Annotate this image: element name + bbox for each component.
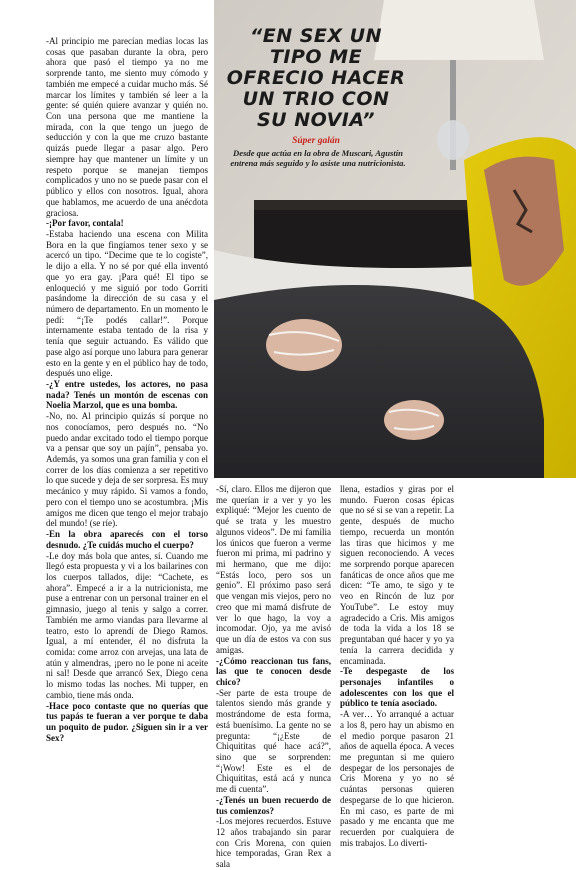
question-paragraph: -Hace poco contaste que no querías que tus papás te fueran a ver porque te daba un poquito de pudor. ¿Siguen sin ir a ver Sex? xyxy=(46,700,208,743)
question-paragraph: -¿Cómo reaccionan tus fans, las que te conocen desde chico? xyxy=(216,655,331,687)
answer-paragraph: -A ver… Yo arranqué a actuar a los 8, pero hay un abismo en el medio porque pasaron 21 años de aquella época. A veces me preguntan si me quiero despegar de los personajes de Cris Morena y yo no sé cuántas personas quieren despegarse de lo que hicieron. En mi caso, es parte de mi pasado y me encanta que me recuerden por cualquiera de mis trabajos. Lo diverti- xyxy=(340,709,454,848)
answer-paragraph: llena, estadios y giras por el mundo. Fueron cosas épicas que no sé si se van a repetir. La gente, después de mucho tiempo, recuerda un montón las tiras que hicimos y me siguen reconociendo. A veces me sorprendo porque aparecen fanáticas de once años que me dicen: “Te amo, te sigo y te veo en Rincón de luz por YouTube”. Le estoy muy agradecido a Cris. Mis amigos de toda la vida a los 18 se preguntaban qué hacer y yo ya tenía la carrera decidida y encaminada. xyxy=(340,484,454,666)
photo-caption: Desde que actúa en la obra de Muscari, Agustín entrena más seguido y lo asiste una nutricionista. xyxy=(230,148,406,168)
answer-paragraph: -Estaba haciendo una escena con Milita Bora en la que fingíamos tener sexo y se acercó un tipo. “Decime que te lo cogiste”, le dijo a ella. Y no sé por qué ella inventó que yo era gay. ¡Para qué! El tipo se enloqueció y me siguió por todo Gorriti pasándome la dirección de su casa y el número de departamento. En un momento le pedí: “¡Te podés callar!”. Porque internamente estaba tentado de la risa y tenía que seguir actuando. Es válido que pase algo así porque uno labura para generar esto en la gente y en el público hay de todo, después uno elige. xyxy=(46,228,208,379)
answer-paragraph: -No, no. Al principio quizás sí porque no nos conocíamos, pero después no. “No puedo andar excitado todo el tiempo porque va a pensar que soy un pajín”, pensaba yo. Además, ya somos una gran familia y con el correr de los días comienza a ser repetitivo lo que sucede y deja de ser sorpresa. Es muy mecánico y muy rápido. Si vamos a fondo, pero con el tiempo uno se acostumbra. ¡Mis amigos me dicen que tengo el mejor trabajo del mundo! (se ríe). xyxy=(46,411,208,529)
article-column-left xyxy=(46,36,208,743)
question-paragraph: -¡Por favor, contala! xyxy=(46,218,124,229)
answer-paragraph: -Al principio me parecían medias locas las cosas que pasaban durante la obra, pero ahora que pasó el tiempo ya no me sorprende tanto, me siento muy cómodo y también me empecé a cuidar mucho más. Sé marcar los límites y también sé leer a la gente: sé quién quiere avanzar y quién no. Con una persona que me mantiene la mirada, con la que tengo un juego de seducción y con la que me cruzo bastante quizás puede llegar a pasar algo. Pero siempre hay que mantener un límite y un respeto porque se manejan tiempos complicados y uno no se puede pasar con el público y ellos con nosotros. Igual, ahora que hablamos, me acuerdo de una anécdota graciosa. xyxy=(46,36,208,218)
answer-paragraph: -Le doy más bola que antes, sí. Cuando me llegó esta propuesta y vi a los bailarines con los cuerpos tallados, dije: “Cachete, es ahora”. Empecé a ir a la nutricionista, me puse a entrenar con un personal trainer en el gimnasio, juego al tenis y salgo a correr. También me armo viandas para llevarme al teatro, esto lo aprendí de Diego Ramos. Igual, a mí entender, él no disfruta la comida: come arroz con arvejas, una lata de atún y almendras, ¡pero no le pone ni aceite ni sal! Desde que arrancó Sex, Diego cena lo mismo todas las noches. Mi tupper, en cambio, tiene más onda. xyxy=(46,550,208,700)
article-headline: “EN SEX UN TIPO ME OFRECIO HACER UN TRIO CON SU NOVIA” xyxy=(226,25,406,131)
question-paragraph: -¿Tenés un buen recuerdo de tus comienzos? xyxy=(216,794,331,816)
answer-paragraph: -Sí, claro. Ellos me dijeron que me querían ir a ver y yo les expliqué: “Mejor les cuento de qué se trata y les muestro algunos videos”. De mi familia los únicos que fueron a verme fueron mi prima, mi padrino y mi hermano, que me dijo: “Estás loco, pero sos un genio”. El próximo paso será que vengan mis viejos, pero no creo que mi mamá disfrute de ver lo que hago, la voy a incomodar. Ojo, ya me avisó que un día de estos va con sus amigas. xyxy=(216,484,331,655)
question-paragraph: -Te despegaste de los personajes infantiles o adolescentes con los que el público te tenía asociado. xyxy=(340,666,454,709)
photo-kicker: Súper galán xyxy=(292,136,340,146)
answer-paragraph: -Los mejores recuerdos. Estuve 12 años trabajando sin parar con Cris Morena, con quien hice temporadas, Gran Rex a sala xyxy=(216,816,331,870)
question-paragraph: -¿Y entre ustedes, los actores, no pasa nada? Tenés un montón de escenas con Noelia Marzol, que es una bomba. xyxy=(46,379,208,411)
article-column-bottom-2 xyxy=(340,484,454,848)
question-paragraph: -En la obra aparecés con el torso desnudo. ¿Te cuidás mucho el cuerpo? xyxy=(46,529,208,550)
answer-paragraph: -Ser parte de esta troupe de talentos siendo más grande y mostrándome de esta forma, está buenísimo. La gente no se pregunta: “¡¿Este de Chiquititas qué hace acá?”, sino que se sorprenden: “¡Wow! Este es el de Chiquititas, está acá y nunca me di cuenta”. xyxy=(216,687,331,795)
article-column-bottom-1 xyxy=(216,484,331,870)
